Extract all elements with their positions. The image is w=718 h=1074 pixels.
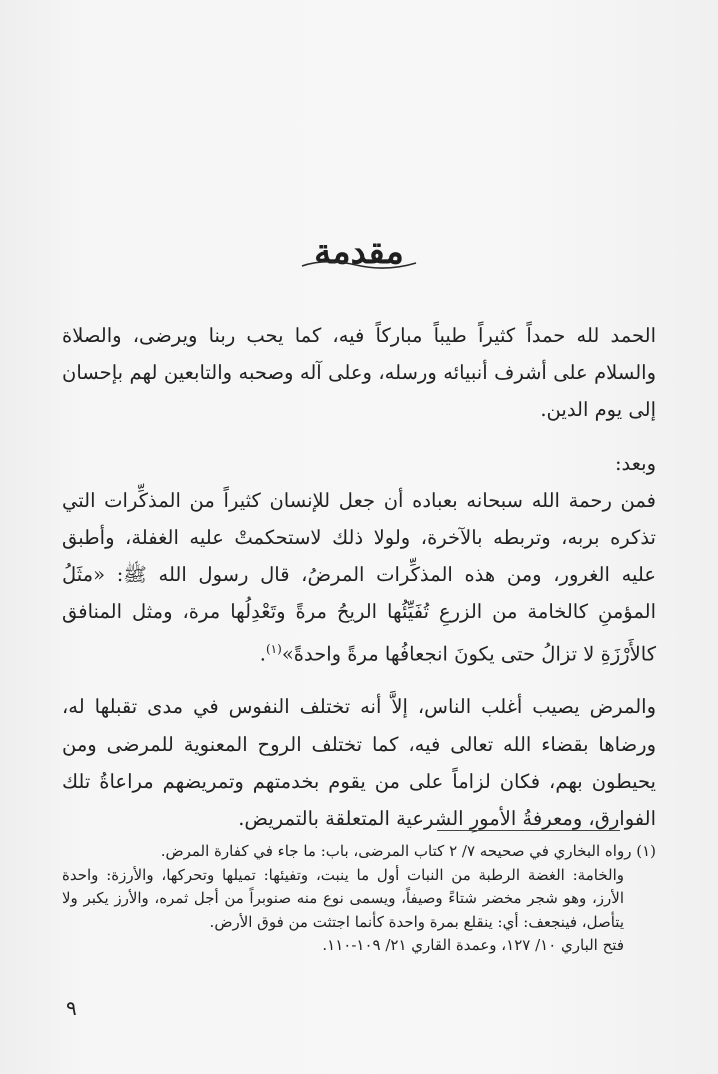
main-text	[62, 317, 656, 853]
page-number: ٩	[66, 996, 77, 1020]
footnotes	[62, 840, 656, 958]
paragraph-illness: والمرض يصيب أغلب الناس، إلاَّ أنه تختلف النفوس في مدى تقبلها له، ورضاها بقضاء الله تعالى فيه، كما تختلف الروح المعنوية للمرضى ومن يحيطون بهم، فكان لزاماً على من يقوم بخدمتهم وتمريضهم مراعاةُ تلك الفوارق، ومعرفةُ الأمورِ الشرعية المتعلقة بالتمريض.	[62, 695, 656, 830]
footnote-reference: (١)	[265, 641, 282, 656]
paragraph-hadith: فمن رحمة الله سبحانه بعباده أن جعل للإنسان كثيراً من المذكِّرات التي تذكره بربه، وتربطه بالآخرة، ولولا ذلك لاستحكمتْ عليه الغفلة، وأطبق عليه الغرور، ومن هذه المذكِّرات المرضُ، قال رسول الله ﷺ: «مثَلُ المؤمنِ كالخامة من الزرعِ تُفَيِّئُها الريحُ مرةً وتَعْدِلُها مرة، ومثل المنافق كالأَرْزَةِ لا تزالُ حتى يكونَ انجعافُها مرةً واحدةً»$^{(١)}$.	[62, 488, 656, 666]
footnote-explanation: والخامة: الغضة الرطبة من النبات أول ما ينبت، وتفيئها: تميلها وتحركها، والأرزة: واحدة الأرز، وهو شجر مخضر شتاءً وصيفاً، ويسمى نوع منه صنوبراً من أجل ثمره، والأرز يكبر ولا يتأصل، فينجعف: أي: ينقلع بمرة واحدة كأنما اجتثت من فوق الأرض.	[62, 865, 624, 931]
footnote-source: (١) رواه البخاري في صحيحه ٧/ ٢ كتاب المرضى، باب: ما جاء في كفارة المرض.	[160, 842, 656, 860]
footnote-divider	[437, 830, 620, 831]
paragraph-opening: الحمد لله حمداً كثيراً طيباً مباركاً فيه، كما يحب ربنا ويرضى، والصلاة والسلام على أشرف أنبيائه ورسله، وعلى آله وصحبه والتابعين لهم بإحسان إلى يوم الدين.	[62, 324, 656, 422]
paragraph-wabad: وبعد:	[614, 451, 656, 475]
footnote-references: فتح الباري ١٠/ ١٢٧، وعمدة القاري ٢١/ ١٠٩-١١٠.	[322, 936, 624, 954]
page-title: مقدمة	[314, 232, 404, 272]
paragraph-hadith-text: فمن رحمة الله سبحانه بعباده أن جعل للإنسان كثيراً من المذكِّرات التي تذكره بربه، وتربطه بالآخرة، ولولا ذلك لاستحكمتْ عليه الغفلة، وأطبق عليه الغرور، ومن هذه المذكِّرات المرضُ، قال رسول الله ﷺ: «مثَلُ المؤمنِ كالخامة من الزرعِ تُفَيِّئُها الريحُ مرةً وتَعْدِلُها مرة، ومثل المنافق كالأَرْزَةِ لا تزالُ حتى يكونَ انجعافُها مرةً واحدةً»	[62, 488, 656, 666]
title-flourish-icon	[296, 254, 422, 274]
